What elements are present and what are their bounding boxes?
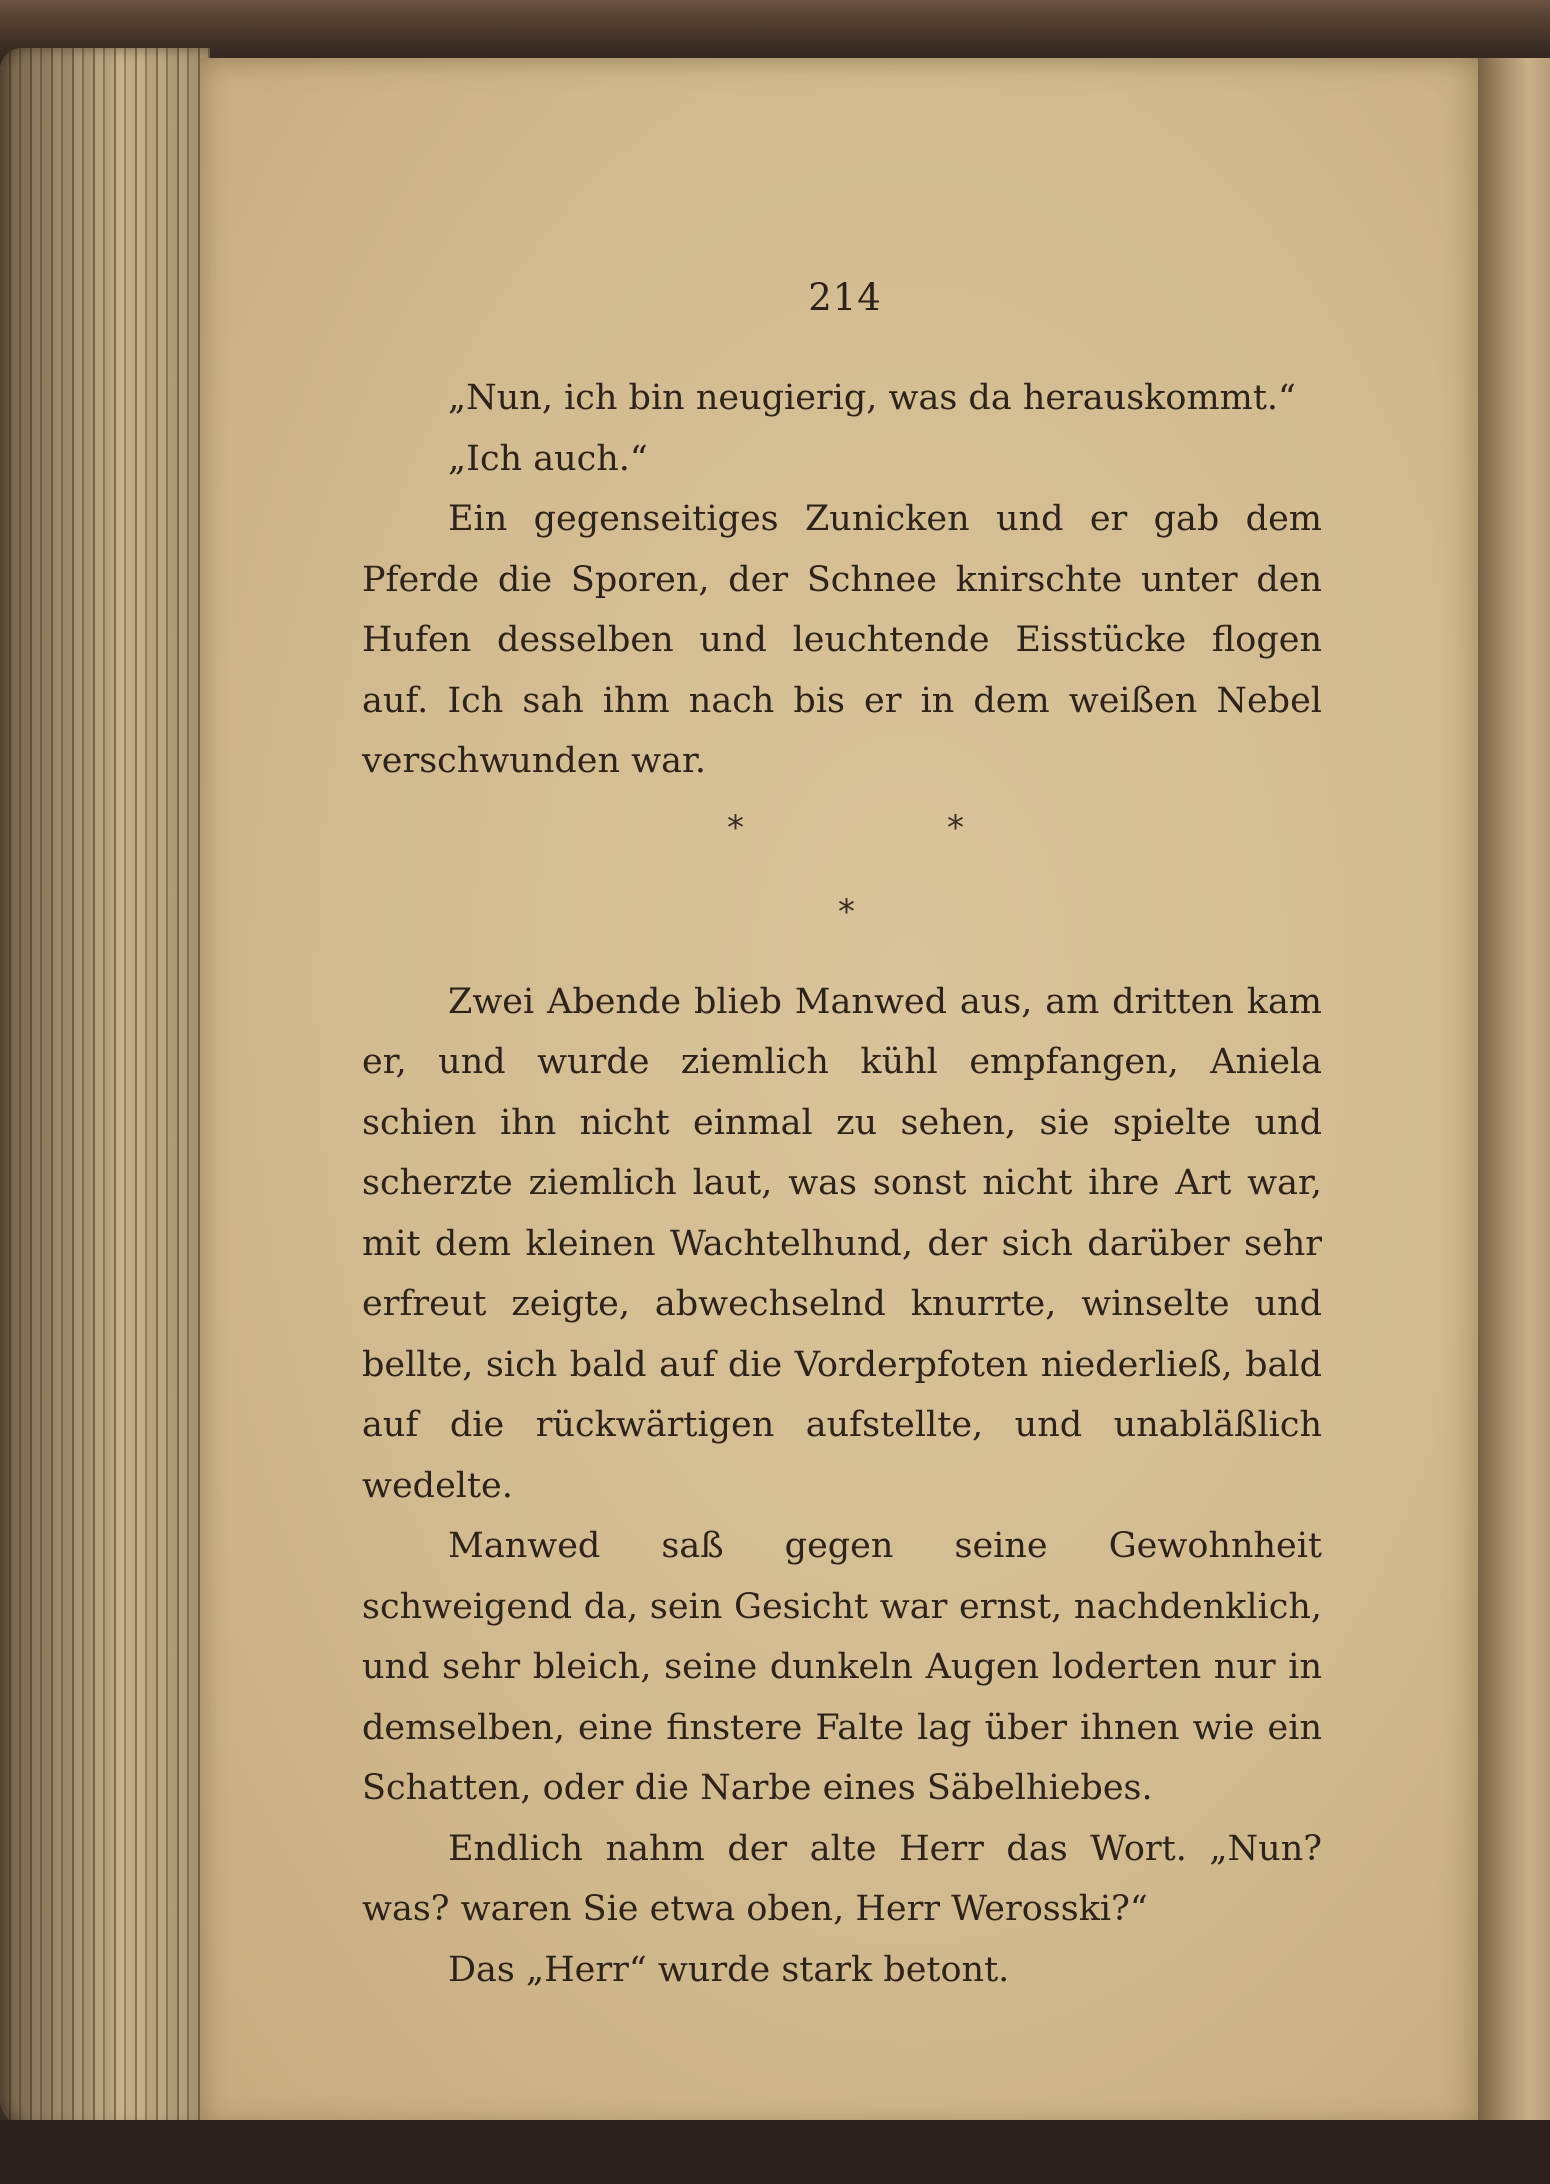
page-edges-shadow <box>0 48 210 2128</box>
book-gutter <box>1478 58 1550 2128</box>
section-break <box>362 792 1322 972</box>
paragraph-evening-visit: Zwei Abende blieb Manwed aus, am dritten kam er, und wurde ziemlich kühl empfangen, Aniela schien ihn nicht einmal zu sehen, sie spielte und scherzte ziemlich laut, was sonst nicht ihre Art war, mit dem kleinen Wachtelhund, der sich darüber sehr erfreut zeigte, abwechselnd knurrte, winselte und bellte, sich bald auf die Vorderpfoten niederließ, bald auf die rückwärtigen aufstellte, und unabläßlich wedelte. <box>362 981 1322 1506</box>
paragraph-manwed-silent: Manwed saß gegen seine Gewohnheit schweigend da, sein Gesicht war ernst, nachdenklich, und sehr bleich, seine dunkeln Augen loderten nur in demselben, eine finstere Falte lag über ihnen wie ein Schatten, oder die Narbe eines Säbelhiebes. <box>362 1526 1322 1808</box>
section-break-asterisk: * <box>727 807 744 848</box>
paragraph-old-man-speaks: Endlich nahm der alte Herr das Wort. „Nun? was? waren Sie etwa oben, Herr Werosski?“ <box>362 1828 1322 1929</box>
page-number: 214 <box>808 276 882 319</box>
section-break-asterisk: * <box>838 891 855 932</box>
section-break-asterisk: * <box>947 807 964 848</box>
paragraph-dialog-1: „Nun, ich bin neugierig, was da herauskommt.“ <box>448 378 1296 418</box>
body-text <box>362 368 1322 2000</box>
paragraph-herr-stressed: Das „Herr“ wurde stark betont. <box>448 1949 1010 1990</box>
paragraph-dialog-2: „Ich auch.“ <box>448 438 648 479</box>
book-bottom-edge <box>0 2120 1550 2184</box>
paragraph-departure: Ein gegenseitiges Zunicken und er gab dem Pferde die Sporen, der Schnee knirschte unter den Hufen desselben und leuchtende Eisstücke flogen auf. Ich sah ihm nach bis er in dem weißen Nebel verschwunden war. <box>362 499 1322 781</box>
